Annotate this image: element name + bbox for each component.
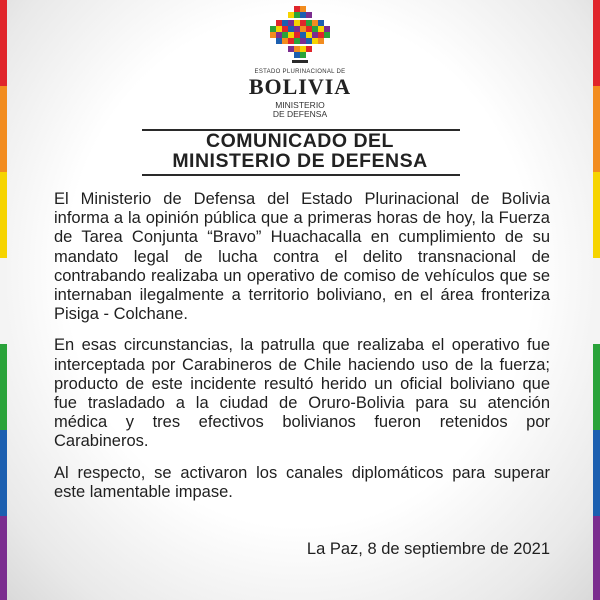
place-and-date: La Paz, 8 de septiembre de 2021	[306, 540, 550, 558]
page-title	[100, 131, 500, 171]
state-name: ESTADO PLURINACIONAL DE	[254, 69, 346, 75]
ministry-line-1: MINISTERIO	[275, 100, 325, 110]
paragraph-2: En esas circunstancias, la patrulla que realizaba el operativo fue interceptada por Carabineros de Chile haciendo uso de la fuerza; producto de este incidente resultó herido un oficial boliviano que fue trasladado a la ciudad de Oruro-Bolivia para su atención médica y tres efectivos bolivianos fueron retenidos por Carabineros.	[54, 336, 550, 451]
paragraph-1: El Ministerio de Defensa del Estado Plurinacional de Bolivia informa a la opinión pública que a primeras horas de hoy, la Fuerza de Tarea Conjunta “Bravo” Huachacalla en cumplimiento de su mandato legal de lucha contra el delito transnacional de contrabando realizaba un operativo de comiso de vehículos que se internaban ilegalmente a territorio boliviano, en el área fronteriza Pisiga - Colchane.	[54, 190, 550, 324]
country-name: BOLIVIA	[248, 74, 352, 99]
left-color-stripe	[0, 0, 7, 600]
ministry-line-2: DE DEFENSA	[272, 109, 328, 119]
ministry-name	[240, 101, 360, 119]
communique-body	[54, 190, 550, 514]
bolivia-state-emblem-icon	[270, 6, 330, 68]
title-line-2: MINISTERIO DE DEFENSA	[172, 150, 428, 172]
right-color-stripe	[593, 0, 600, 600]
title-line-1: COMUNICADO DEL	[206, 130, 394, 152]
title-rule-bottom	[142, 174, 460, 176]
paragraph-3: Al respecto, se activaron los canales diplomáticos para superar este lamentable impase.	[54, 463, 550, 501]
